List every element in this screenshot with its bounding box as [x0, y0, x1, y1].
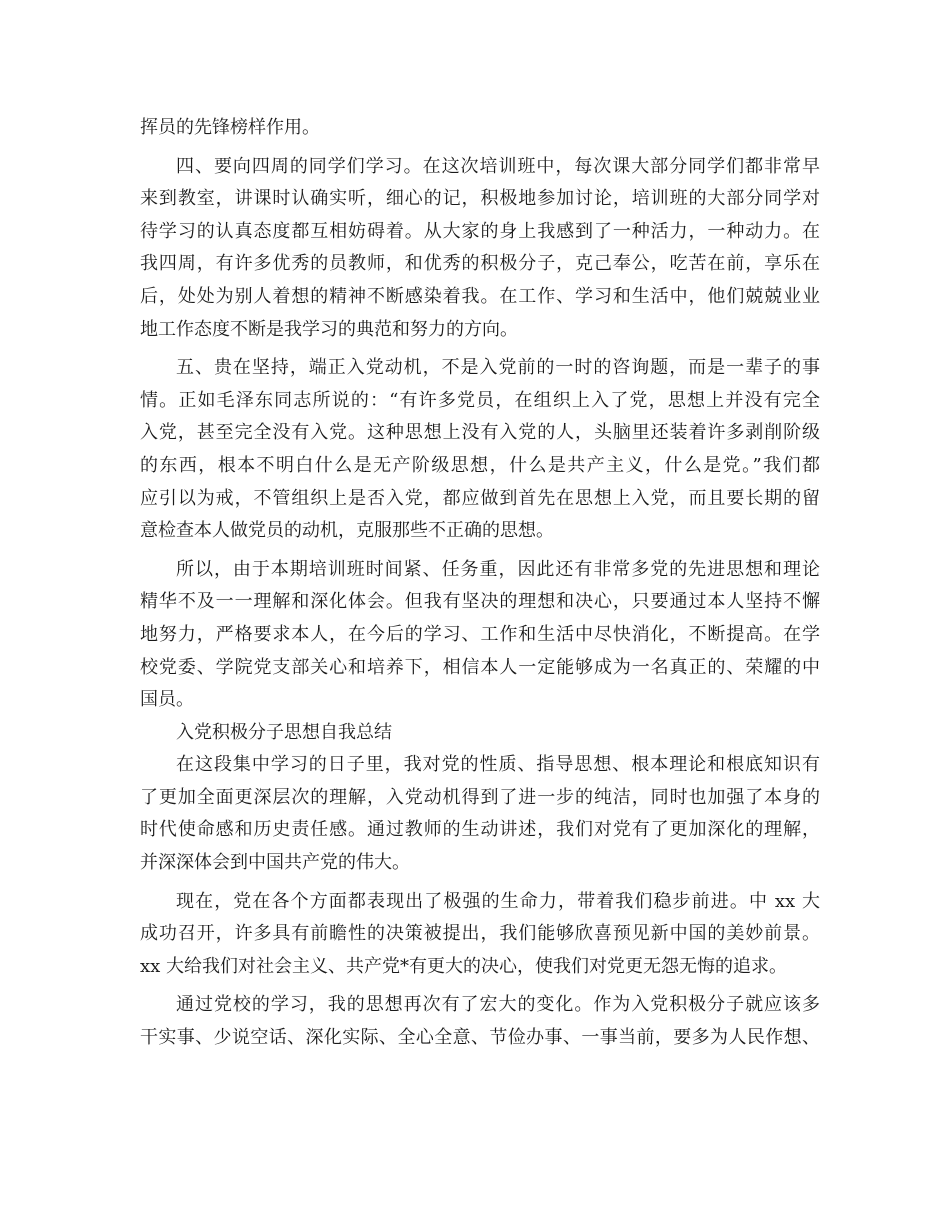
text-line: 现在，党在各个方面都表现出了极强的生命力，带着我们稳步前进。中 xx 大 — [176, 890, 820, 912]
paragraph-continuation — [140, 112, 820, 145]
text-line: 应引以为戒，不管组织上是否入党，都应做到首先在思想上入党，而且要长期的留 — [140, 487, 820, 509]
text-line: 国员。 — [140, 689, 194, 711]
text-line: 的东西，根本不明白什么是无产阶级思想，什么是共产主义，什么是党。”我们都 — [140, 454, 820, 476]
paragraph-conclusion — [140, 554, 820, 717]
paragraph-party-vitality — [140, 886, 820, 984]
text-line: 意检查本人做党员的动机，克服那些不正确的思想。 — [140, 520, 554, 542]
text-line: 时代使命感和历史责任感。通过教师的生动讲述，我们对党有了更加深化的理解， — [140, 819, 820, 841]
paragraph-thought-change — [140, 989, 820, 1054]
text-line: 并深深体会到中国共产党的伟大。 — [140, 852, 410, 874]
text-line: 情。正如毛泽东同志所说的：“有许多党员，在组织上入了党，思想上并没有完全 — [140, 389, 820, 411]
paragraph-persistence — [140, 352, 820, 548]
text-line: 在这段集中学习的日子里，我对党的性质、指导思想、根本理论和根底知识有 — [176, 754, 820, 776]
text-line: 入党，甚至完全没有入党。这种思想上没有入党的人，头脑里还装着许多剥削阶级 — [140, 422, 820, 444]
text-line: 地努力，严格要求本人，在今后的学习、工作和生活中尽快消化，不断提高。在学 — [140, 623, 820, 645]
text-line: 待学习的认真态度都互相妨碍着。从大家的身上我感到了一种活力，一种动力。在 — [140, 220, 820, 242]
text-line: 校党委、学院党支部关心和培养下，相信本人一定能够成为一名真正的、荣耀的中 — [140, 656, 820, 678]
text-line: 挥员的先锋榜样作用。 — [140, 117, 320, 138]
paragraph-study-period — [140, 749, 820, 879]
text-line: xx 大给我们对社会主义、共产党*有更大的决心，使我们对党更无怨无悔的追求。 — [140, 955, 788, 977]
section-heading — [140, 717, 820, 750]
text-line: 通过党校的学习，我的思想再次有了宏大的变化。作为入党积极分子就应该多 — [176, 994, 820, 1016]
text-line: 精华不及一一理解和深化体会。但我有坚决的理想和决心，只要通过本人坚持不懈 — [140, 591, 820, 613]
text-line: 所以，由于本期培训班时间紧、任务重，因此还有非常多党的先进思想和理论 — [176, 558, 820, 580]
text-line: 成功召开，许多具有前瞻性的决策被提出，我们能够欣喜预见新中国的美妙前景。 — [140, 923, 820, 945]
text-line: 五、贵在坚持，端正入党动机，不是入党前的一时的咨询题，而是一辈子的事 — [176, 357, 820, 379]
document-body — [140, 112, 820, 1055]
paragraph-learn-from-classmates — [140, 151, 820, 347]
section-title: 入党积极分子思想自我总结 — [176, 721, 392, 743]
text-line: 后，处处为别人着想的精神不断感染着我。在工作、学习和生活中，他们兢兢业业 — [140, 285, 820, 307]
text-line: 了更加全面更深层次的理解，入党动机得到了进一步的纯洁，同时也加强了本身的 — [140, 786, 820, 808]
text-line: 干实事、少说空话、深化实际、全心全意、节俭办事、一事当前，要多为人民作想、 — [140, 1027, 820, 1049]
text-line: 地工作态度不断是我学习的典范和努力的方向。 — [140, 318, 518, 340]
text-line: 我四周，有许多优秀的员教师，和优秀的积极分子，克己奉公，吃苦在前，享乐在 — [140, 253, 820, 275]
text-line: 来到教室，讲课时认确实听，细心的记，积极地参加讨论，培训班的大部分同学对 — [140, 188, 820, 210]
text-line: 四、要向四周的同学们学习。在这次培训班中，每次课大部分同学们都非常早 — [176, 155, 820, 177]
